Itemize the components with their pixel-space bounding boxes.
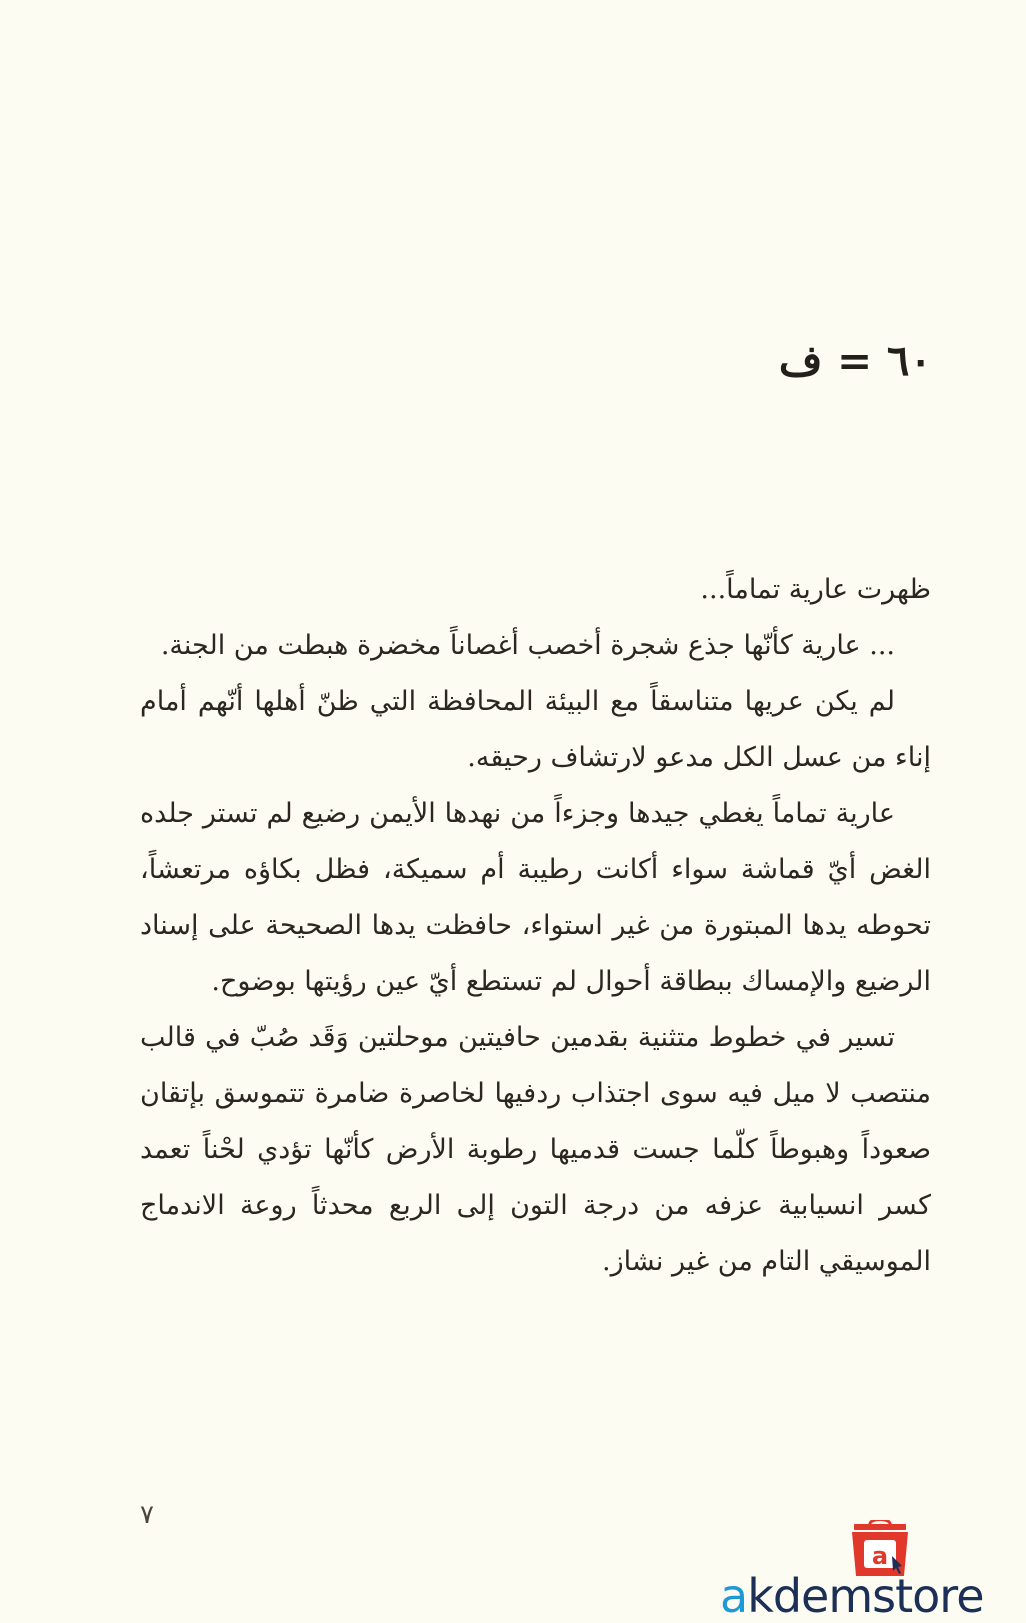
paragraph-1: ظهرت عارية تماماً... xyxy=(700,574,931,605)
body-text xyxy=(140,562,931,1290)
brand-rest: kdemstore xyxy=(747,1569,984,1623)
chapter-title: ٦٠ = ف xyxy=(778,336,932,385)
page-number: ٧ xyxy=(140,1500,154,1530)
paragraph-4: عارية تماماً يغطي جيدها وجزءاً من نهدها الأيمن رضيع لم تستر جلده الغض أيّ قماشة سواء أكانت رطيبة أم سميكة، فظل بكاؤه مرتعشاً، تحوطه يدها المبتورة من غير استواء، حافظت يدها الصحيحة على إسناد الرضيع والإمساك ببطاقة أحوال لم تستطع أيّ عين رؤيتها بوضوح. xyxy=(140,798,931,997)
paragraph-2: ... عارية كأنّها جذع شجرة أخصب أغصاناً مخضرة هبطت من الجنة. xyxy=(160,630,895,661)
store-watermark xyxy=(720,1520,1020,1623)
bag-letter: a xyxy=(871,1542,889,1570)
brand-prefix: a xyxy=(720,1569,748,1623)
brand-logo-text xyxy=(720,1569,984,1623)
paragraph-5: تسير في خطوط متثنية بقدمين حافيتين موحلتين وَقَد صُبّ في قالب منتصب لا ميل فيه سوى اجتذاب ردفيها لخاصرة ضامرة تتموسق بإتقان صعوداً وهبوطاً كلّما جست قدميها رطوبة الأرض كأنّها تؤدي لحْناً تعمد كسر انسيابية عزفه من درجة التون إلى الربع محدثاً روعة الاندماج الموسيقي التام من غير نشاز. xyxy=(140,1022,931,1277)
paragraph-3: لم يكن عريها متناسقاً مع البيئة المحافظة التي ظنّ أهلها أنّهم أمام إناء من عسل الكل مدعو لارتشاف رحيقه. xyxy=(140,686,931,773)
